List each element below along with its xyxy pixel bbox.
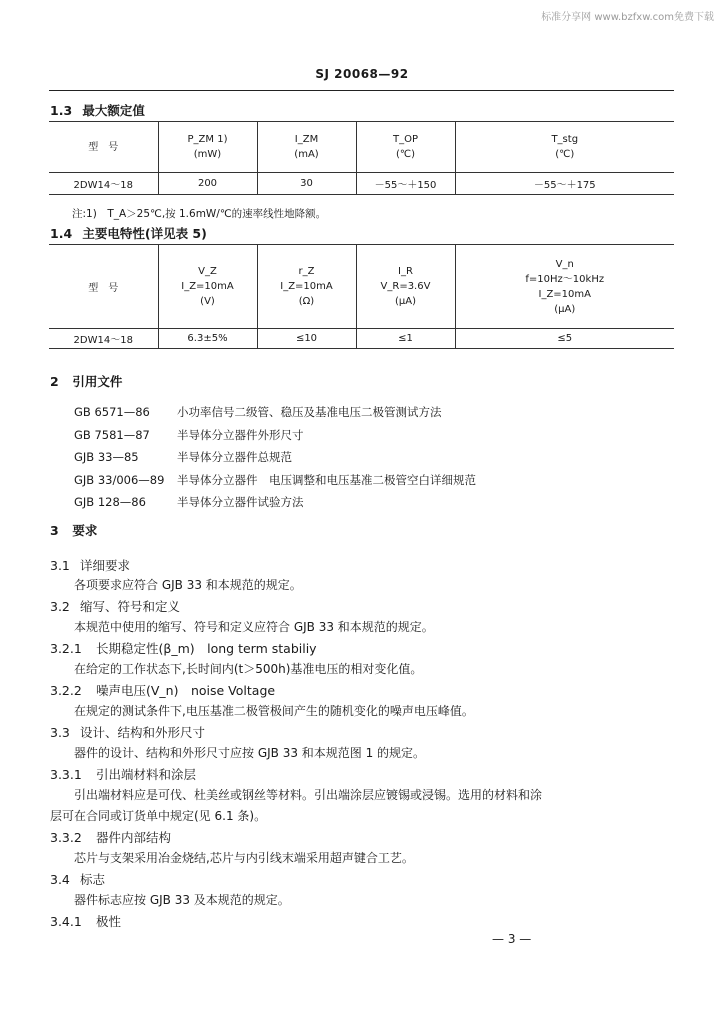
section-number: 1.4 [50,226,73,241]
paragraph-continued: 层可在合同或订货单中规定(见 6.1 条)。 [50,809,267,823]
section-number: 3.3.1 [50,767,82,782]
section-1-4-heading [50,224,207,242]
table-cell: 30 [257,173,356,195]
section-3-2-heading [50,597,180,615]
list-item [74,446,476,469]
section-title: 缩写、符号和定义 [79,599,180,614]
table-cell: 2DW14～18 [49,173,158,195]
section-3-4-heading [50,870,105,888]
section-3-2-2-heading [50,681,275,699]
table-row [49,329,674,349]
ref-code: GJB 33—85 [74,450,139,465]
list-item [74,491,476,514]
list-item [74,401,476,424]
section-3-3-2-heading [50,828,171,846]
ref-title: 半导体分立器件 电压调整和电压基准二极管空白详细规范 [177,472,476,487]
ref-code: GB 6571—86 [74,405,150,420]
section-number: 3 [50,523,59,538]
section-title: 噪声电压(V_n) noise Voltage [95,683,276,698]
section-title: 最大额定值 [82,103,145,118]
section-number: 3.4.1 [50,914,82,929]
header-cell: T_OP (℃) [356,122,455,173]
section-title: 长期稳定性(β_m) long term stabiliy [95,641,317,656]
section-number: 3.3.2 [50,830,82,845]
header-cell: 型 号 [49,245,158,329]
paragraph: 本规范中使用的缩写、符号和定义应符合 GJB 33 和本规范的规定。 [74,620,434,634]
table-cell: ≤10 [257,329,356,349]
section-3-3-heading [50,723,205,741]
section-number: 3.4 [50,872,70,887]
paragraph: 在规定的测试条件下,电压基准二极管极间产生的随机变化的噪声电压峰值。 [74,704,474,718]
ref-code: GJB 33/006—89 [74,472,165,487]
section-title: 极性 [95,914,121,929]
header-cell: T_stg (℃) [455,122,674,173]
paragraph: 芯片与支架采用冶金烧结,芯片与内引线末端采用超声键合工艺。 [74,851,414,865]
paragraph: 器件标志应按 GJB 33 及本规范的规定。 [74,893,290,907]
section-title: 详细要求 [79,558,130,573]
table-cell: ≤5 [455,329,674,349]
header-cell: r_Z I_Z=10mA (Ω) [257,245,356,329]
section-title: 主要电特性(详见表 5) [82,226,207,241]
header-rule [49,90,674,91]
electrical-characteristics-table [49,244,674,349]
table-header-row [49,245,674,329]
table-row [49,173,674,195]
ref-title: 半导体分立器件总规范 [177,450,292,465]
section-3-heading [50,521,97,539]
paragraph: 在给定的工作状态下,长时间内(t＞500h)基准电压的相对变化值。 [74,662,423,676]
section-1-3-heading [50,101,145,119]
list-item [74,424,476,447]
section-3-3-1-heading [50,765,196,783]
table-cell: 6.3±5% [158,329,257,349]
ref-title: 半导体分立器件试验方法 [177,495,304,510]
header-cell: 型 号 [49,122,158,173]
ref-title: 小功率信号二级管、稳压及基准电压二极管测试方法 [177,405,442,420]
section-title: 标志 [79,872,105,887]
document-code: SJ 20068—92 [315,67,409,81]
referenced-documents-list [74,401,476,514]
list-item [74,469,476,492]
table-cell: －55～＋150 [356,173,455,195]
section-title: 要求 [72,523,98,538]
section-title: 引用文件 [72,374,123,389]
section-number: 3.1 [50,558,70,573]
section-3-1-heading [50,556,130,574]
ref-code: GB 7581—87 [74,427,150,442]
section-number: 2 [50,374,59,389]
watermark: 标准分享网 www.bzfxw.com免费下载 [541,12,714,23]
table-header-row [49,122,674,173]
header-cell: I_ZM (mA) [257,122,356,173]
table-note: 注:1) T_A＞25℃,按 1.6mW/℃的速率线性地降额。 [72,208,327,220]
page-number: — 3 — [492,932,532,946]
header-cell: P_ZM 1) (mW) [158,122,257,173]
section-3-2-1-heading [50,639,317,657]
paragraph: 器件的设计、结构和外形尺寸应按 GJB 33 和本规范图 1 的规定。 [74,746,426,760]
section-number: 1.3 [50,103,73,118]
header-cell: V_Z I_Z=10mA (V) [158,245,257,329]
table-cell: －55～＋175 [455,173,674,195]
max-ratings-table [49,121,674,195]
table-cell: ≤1 [356,329,455,349]
table-cell: 2DW14～18 [49,329,158,349]
ref-title: 半导体分立器件外形尺寸 [177,427,304,442]
paragraph: 各项要求应符合 GJB 33 和本规范的规定。 [74,578,302,592]
header-cell: I_R V_R=3.6V (μA) [356,245,455,329]
section-2-heading [50,372,122,390]
paragraph: 引出端材料应是可伐、杜美丝或钢丝等材料。引出端涂层应镀锡或浸锡。选用的材料和涂 [74,788,543,802]
ref-code: GJB 128—86 [74,495,146,510]
section-number: 3.3 [50,725,70,740]
section-number: 3.2.2 [50,683,82,698]
header-cell: V_n f=10Hz～10kHz I_Z=10mA (μA) [455,245,674,329]
section-number: 3.2 [50,599,70,614]
section-title: 引出端材料和涂层 [95,767,196,782]
section-3-4-1-heading [50,912,121,930]
section-title: 设计、结构和外形尺寸 [79,725,205,740]
section-title: 器件内部结构 [95,830,171,845]
section-number: 3.2.1 [50,641,82,656]
table-cell: 200 [158,173,257,195]
